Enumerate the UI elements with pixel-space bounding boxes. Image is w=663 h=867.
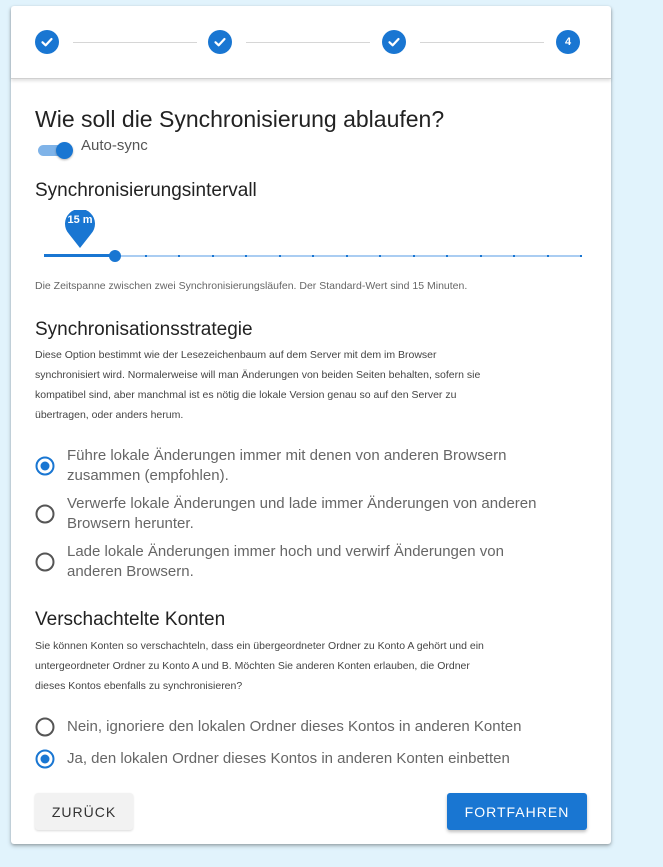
toggle-thumb[interactable] [56,142,73,159]
continue-button[interactable]: FORTFAHREN [447,793,587,830]
option-label-line: zusammen (empfohlen). [67,467,229,484]
slider-tick [446,255,448,257]
step-4-active[interactable] [556,30,580,54]
interval-hint: Die Zeitspanne zwischen zwei Synchronisierungsläufen. Der Standard-Wert sind 15 Minuten. [35,280,468,292]
strategy-description [35,345,595,425]
description-line: untergeordneter Ordner zu Konto A und B. Möchten Sie anderen Konten erlauben, die Ordner [35,660,470,672]
description-line: kompatibel sind, aber manchmal ist es nötig die lokale Version genau so auf den Server zu [35,389,457,401]
back-button[interactable]: ZURÜCK [35,793,133,830]
slider-tick [111,255,113,257]
radio-selected-icon[interactable] [35,456,55,476]
interval-heading: Synchronisierungsintervall [35,180,257,201]
radio-selected-icon[interactable] [35,749,55,769]
option-label-line: Browsern herunter. [67,515,194,532]
step-connector [246,42,370,43]
stepper [11,6,611,79]
option-label-line: anderen Browsern. [67,563,194,580]
option-label [67,542,504,582]
step-number: 4 [564,36,572,48]
step-connector [420,42,544,43]
check-icon [39,34,55,50]
slider-tick [145,255,147,257]
slider-tick [78,255,80,257]
option-label-line: Lade lokale Änderungen immer hoch und verwirf Änderungen von [67,543,504,560]
description-line: synchronisiert wird. Normalerweise will man Änderungen von beiden Seiten behalten, sofern sie [35,369,481,381]
step-1-complete[interactable] [35,30,59,54]
strategy-heading: Synchronisationsstrategie [35,319,253,340]
slider-tick [413,255,415,257]
slider-tick [212,255,214,257]
nested-description [35,636,595,696]
step-2-complete[interactable] [208,30,232,54]
slider-tick [245,255,247,257]
slider-tick [379,255,381,257]
nested-accounts-heading: Verschachtelte Konten [35,609,226,630]
slider-tick [279,255,281,257]
radio-unselected-icon[interactable] [35,717,55,737]
slider-tick [346,255,348,257]
check-icon [212,34,228,50]
option-label-line: Verwerfe lokale Änderungen und lade immer Änderungen von anderen [67,495,537,512]
description-line: Diese Option bestimmt wie der Lesezeichenbaum auf dem Server mit dem im Browser [35,349,437,361]
slider-tick [178,255,180,257]
slider-tick [44,255,46,257]
radio-unselected-icon[interactable] [35,504,55,524]
option-label [67,446,506,486]
setup-card [11,6,611,844]
auto-sync-toggle[interactable] [36,140,72,160]
slider-tick [480,255,482,257]
check-icon [386,34,402,50]
option-label: Ja, den lokalen Ordner dieses Kontos in anderen Konten einbetten [67,750,510,767]
option-label: Nein, ignoriere den lokalen Ordner dieses Kontos in anderen Konten [67,718,522,735]
description-line: Sie können Konten so verschachteln, dass ein übergeordneter Ordner zu Konto A gehört und ein [35,640,484,652]
page-title: Wie soll die Synchronisierung ablaufen? [35,106,445,132]
slider-tick [547,255,549,257]
slider-value-label: 15 m [67,214,93,226]
slider-tick [513,255,515,257]
slider-tick [312,255,314,257]
interval-slider[interactable] [44,246,580,266]
option-label [67,494,536,534]
description-line: dieses Kontos ebenfalls zu synchronisieren? [35,680,243,692]
step-3-complete[interactable] [382,30,406,54]
description-line: übertragen, oder anders herum. [35,409,184,421]
option-label-line: Führe lokale Änderungen immer mit denen von anderen Browsern [67,447,507,464]
step-connector [73,42,197,43]
slider-tick [580,255,582,257]
auto-sync-label: Auto-sync [81,137,148,154]
slider-value-pin [64,210,96,250]
radio-unselected-icon[interactable] [35,552,55,572]
